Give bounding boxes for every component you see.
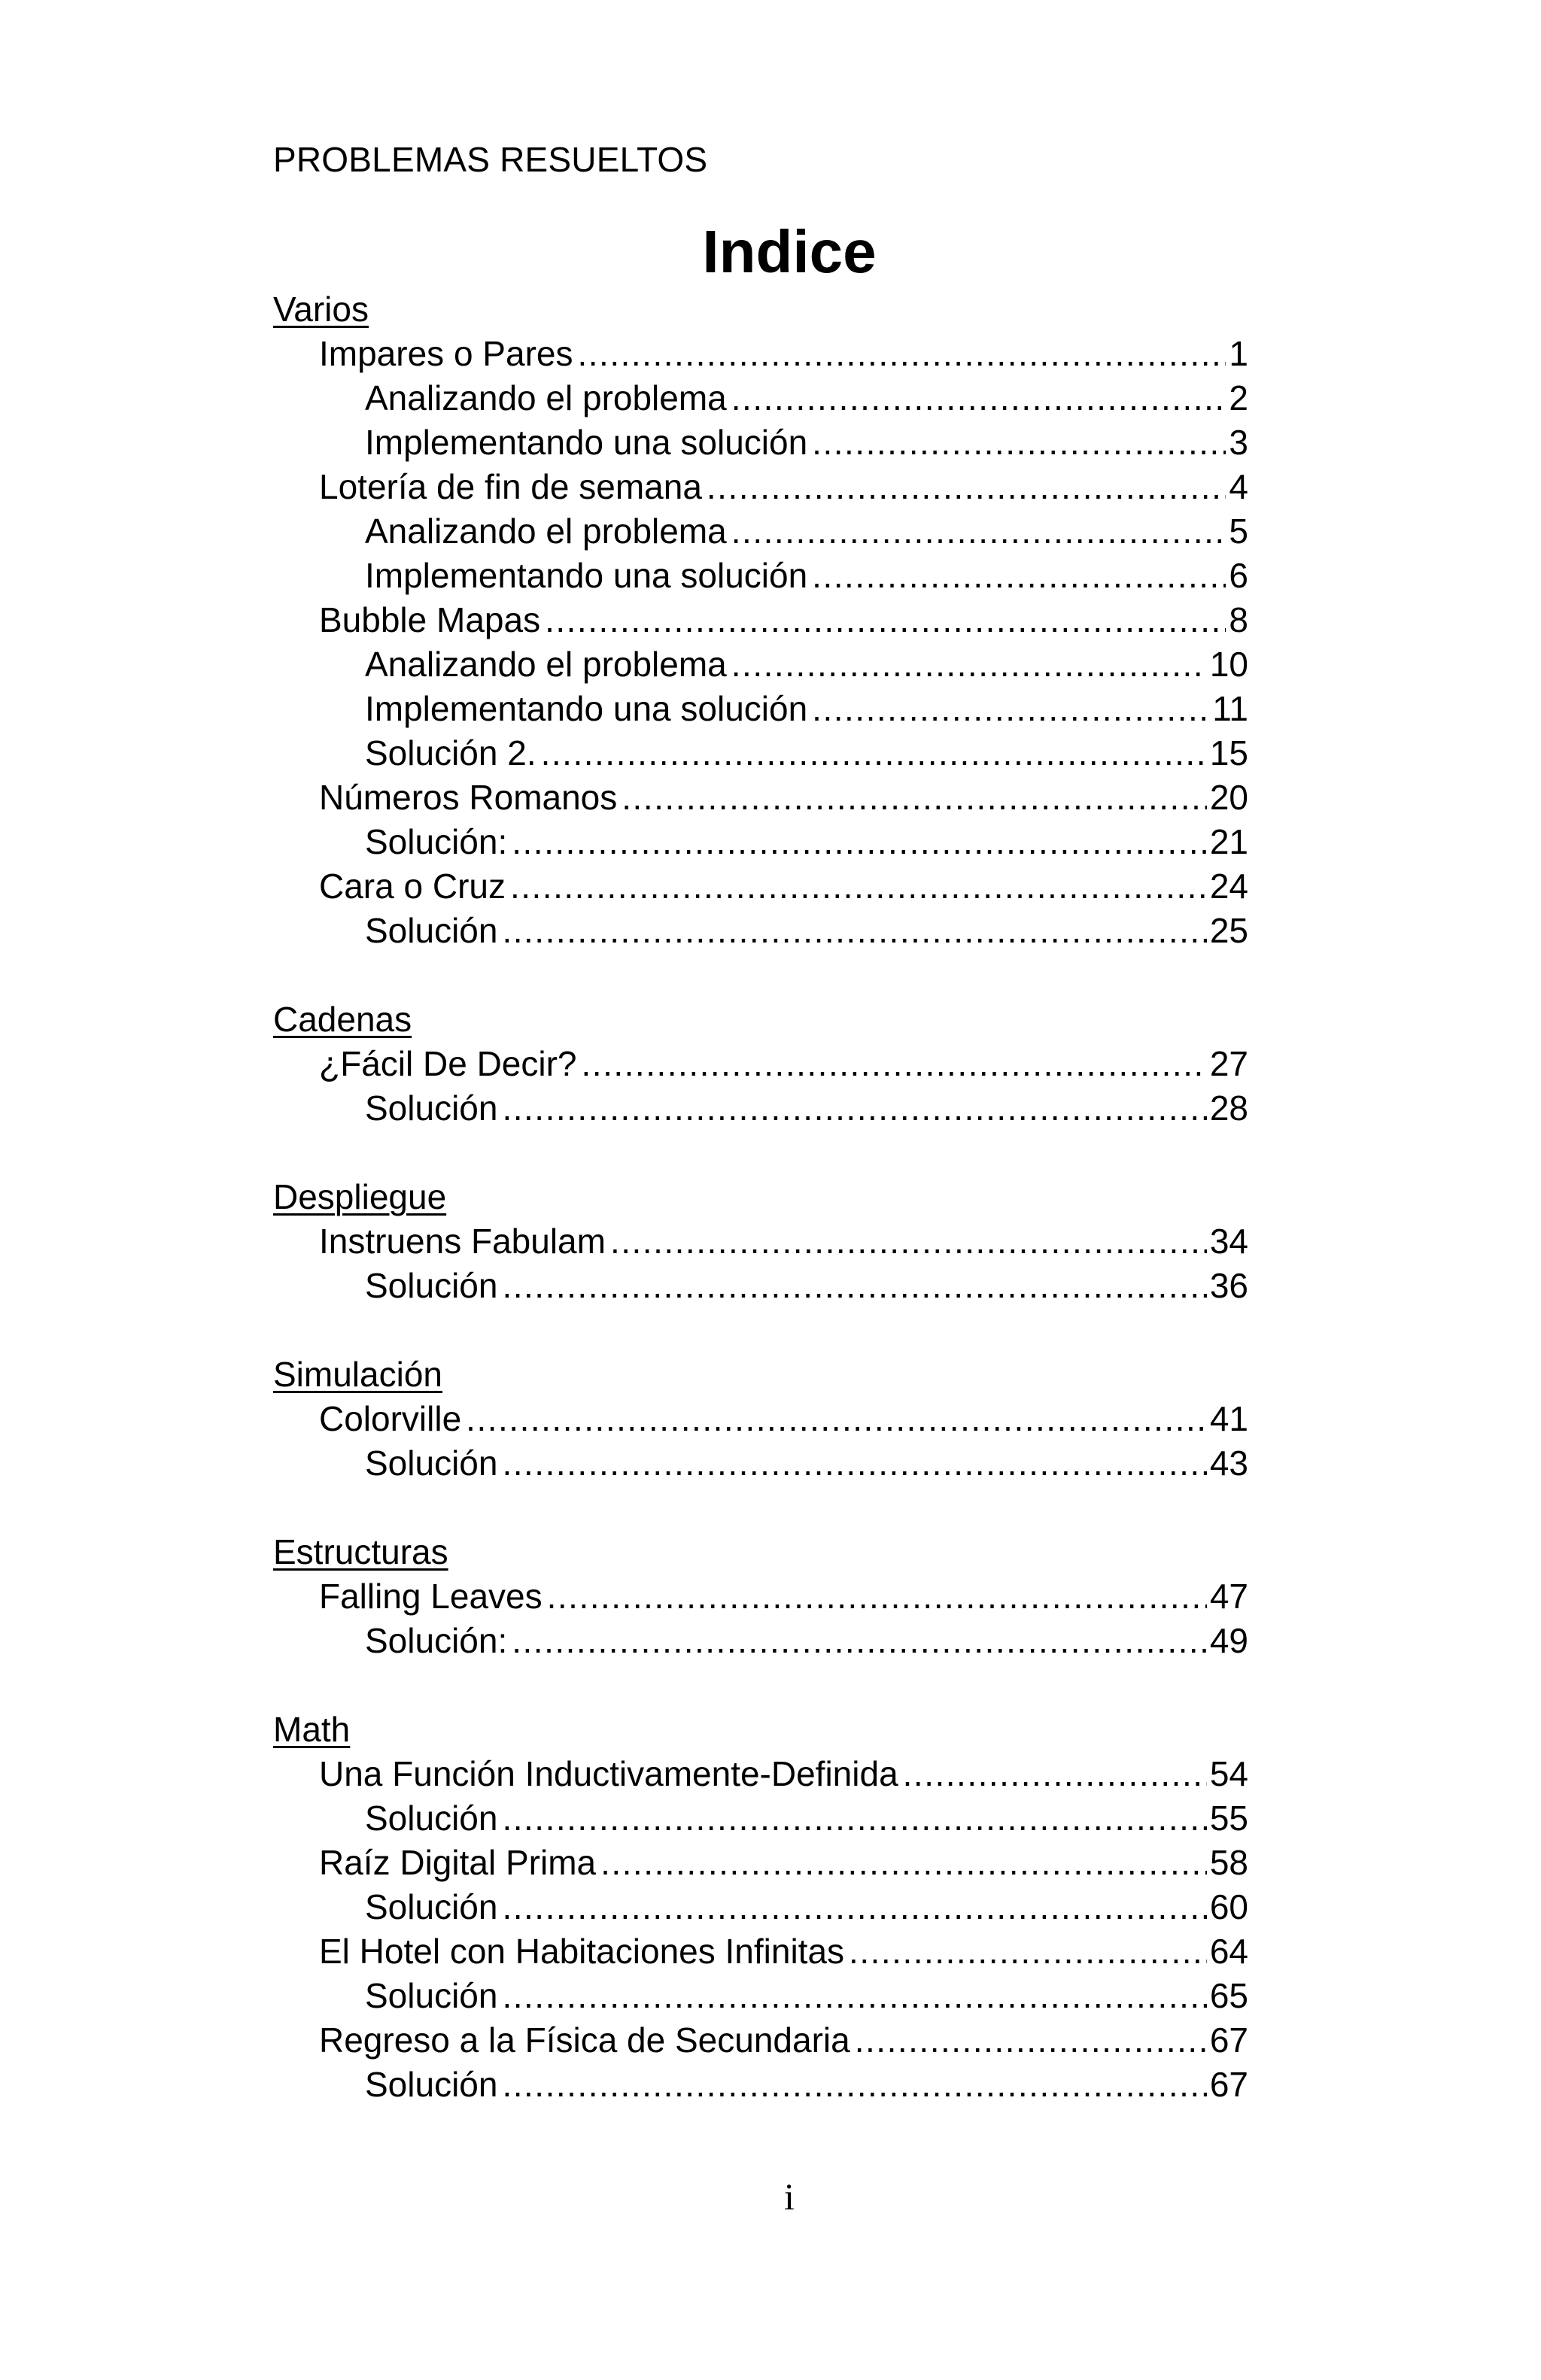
entry-page-number: 64 [1209,1932,1248,1971]
toc-subentry[interactable] [273,1441,1248,1486]
running-header: PROBLEMAS RESUELTOS [273,140,708,179]
entry-title: Implementando una solución [365,556,808,595]
dot-leader [502,2063,1206,2107]
entry-title: Implementando una solución [365,689,808,728]
toc-entry[interactable] [273,332,1248,376]
entry-page-number: 3 [1229,423,1248,462]
toc-section-heading[interactable] [273,1530,1248,1574]
section-spacer [273,953,1248,997]
entry-title: Solución [365,1887,498,1926]
entry-page-number: 36 [1209,1266,1248,1305]
dot-leader [541,731,1207,776]
dot-leader [502,1885,1206,1929]
entry-page-number: 43 [1209,1443,1248,1483]
section-spacer [273,1486,1248,1530]
section-title: Math [273,1710,351,1749]
dot-leader [731,376,1226,420]
entry-page-number: 8 [1229,600,1248,639]
entry-title: Cara o Cruz [319,867,506,906]
entry-title: Solución [365,1799,498,1838]
dot-leader [812,687,1209,731]
entry-page-number: 67 [1209,2020,1248,2060]
toc-subentry[interactable] [273,1796,1248,1841]
toc-subentry[interactable] [273,909,1248,953]
dot-leader [582,1042,1207,1086]
dot-leader [610,1219,1207,1264]
toc-subentry[interactable] [273,554,1248,598]
toc-subentry[interactable] [273,420,1248,465]
section-spacer [273,1663,1248,1708]
toc-subentry[interactable] [273,731,1248,776]
entry-title: Impares o Pares [319,334,573,373]
toc-subentry[interactable] [273,642,1248,687]
toc-entry[interactable] [273,864,1248,909]
entry-page-number: 67 [1209,2065,1248,2104]
entry-title: Solución [365,911,498,950]
entry-page-number: 60 [1209,1887,1248,1926]
toc-subentry[interactable] [273,376,1248,420]
toc-subentry[interactable] [273,1974,1248,2018]
entry-title: Números Romanos [319,778,618,817]
dot-leader [731,642,1207,687]
dot-leader [502,1796,1206,1841]
dot-leader [903,1752,1207,1796]
entry-title: Solución [365,1976,498,2015]
toc-subentry[interactable] [273,1086,1248,1131]
entry-title: Analizando el problema [365,512,727,551]
toc-entry[interactable] [273,776,1248,820]
dot-leader [510,864,1207,909]
entry-title: Regreso a la Física de Secundaria [319,2020,850,2060]
entry-page-number: 55 [1209,1799,1248,1838]
dot-leader [545,598,1226,642]
toc-subentry[interactable] [273,2063,1248,2107]
dot-leader [849,1929,1207,1974]
entry-title: El Hotel con Habitaciones Infinitas [319,1932,845,1971]
entry-page-number: 65 [1209,1976,1248,2015]
toc-entry[interactable] [273,465,1248,509]
table-of-contents [273,287,1248,2107]
entry-page-number: 27 [1209,1044,1248,1083]
toc-subentry[interactable] [273,1885,1248,1929]
section-title: Estructuras [273,1532,448,1571]
entry-title: Solución: [365,1621,508,1660]
dot-leader [502,1086,1206,1131]
dot-leader [512,1619,1207,1663]
entry-title: Falling Leaves [319,1577,543,1616]
section-spacer [273,1308,1248,1352]
toc-entry[interactable] [273,1929,1248,1974]
entry-title: Solución: [365,822,508,861]
entry-title: ¿Fácil De Decir? [319,1044,577,1083]
dot-leader [855,2018,1207,2063]
entry-page-number: 25 [1209,911,1248,950]
entry-page-number: 15 [1209,733,1248,773]
dot-leader [812,554,1226,598]
toc-entry[interactable] [273,1219,1248,1264]
section-title: Despliegue [273,1177,447,1216]
entry-title: Analizando el problema [365,378,727,417]
entry-title: Colorville [319,1399,462,1438]
entry-title: Raíz Digital Prima [319,1843,597,1882]
dot-leader [502,1974,1206,2018]
entry-page-number: 47 [1209,1577,1248,1616]
toc-entry[interactable] [273,1397,1248,1441]
toc-section-heading[interactable] [273,1708,1248,1752]
entry-title: Solución 2. [365,733,536,773]
entry-title: Lotería de fin de semana [319,467,702,506]
section-title: Cadenas [273,1000,412,1039]
entry-title: Analizando el problema [365,645,727,684]
dot-leader [577,332,1226,376]
entry-page-number: 41 [1209,1399,1248,1438]
entry-page-number: 58 [1209,1843,1248,1882]
entry-title: Solución [365,1266,498,1305]
entry-title: Bubble Mapas [319,600,541,639]
dot-leader [812,420,1226,465]
toc-section-heading[interactable] [273,287,1248,332]
entry-page-number: 24 [1209,867,1248,906]
dot-leader [512,820,1207,864]
toc-section-heading[interactable] [273,1175,1248,1219]
entry-page-number: 5 [1229,512,1248,551]
entry-page-number: 4 [1229,467,1248,506]
toc-entry[interactable] [273,1841,1248,1885]
dot-leader [707,465,1226,509]
entry-page-number: 34 [1209,1222,1248,1261]
dot-leader [466,1397,1207,1441]
toc-subentry[interactable] [273,509,1248,554]
toc-subentry[interactable] [273,1619,1248,1663]
dot-leader [547,1574,1207,1619]
toc-entry[interactable] [273,598,1248,642]
entry-page-number: 21 [1209,822,1248,861]
entry-title: Solución [365,1443,498,1483]
dot-leader [600,1841,1207,1885]
page-title: Indice [702,218,877,285]
entry-page-number: 20 [1209,778,1248,817]
entry-page-number: 28 [1209,1088,1248,1128]
entry-title: Una Función Inductivamente-Definida [319,1754,898,1793]
dot-leader [622,776,1207,820]
toc-entry[interactable] [273,2018,1248,2063]
entry-page-number: 10 [1209,645,1248,684]
toc-subentry[interactable] [273,820,1248,864]
toc-subentry[interactable] [273,687,1248,731]
entry-page-number: 11 [1212,689,1248,728]
entry-title: Instruens Fabulam [319,1222,606,1261]
entry-page-number: 49 [1209,1621,1248,1660]
dot-leader [731,509,1226,554]
section-spacer [273,1131,1248,1175]
dot-leader [502,1264,1206,1308]
page-number: i [784,2175,795,2218]
dot-leader [502,909,1206,953]
entry-title: Solución [365,2065,498,2104]
entry-page-number: 1 [1229,334,1248,373]
dot-leader [502,1441,1206,1486]
entry-title: Implementando una solución [365,423,808,462]
toc-entry[interactable] [273,1752,1248,1796]
entry-title: Solución [365,1088,498,1128]
section-title: Varios [273,290,369,329]
toc-section-heading[interactable] [273,1352,1248,1397]
section-title: Simulación [273,1355,442,1394]
entry-page-number: 6 [1229,556,1248,595]
entry-page-number: 54 [1209,1754,1248,1793]
entry-page-number: 2 [1229,378,1248,417]
toc-subentry[interactable] [273,1264,1248,1308]
toc-entry[interactable] [273,1574,1248,1619]
toc-section-heading[interactable] [273,997,1248,1042]
toc-entry[interactable] [273,1042,1248,1086]
